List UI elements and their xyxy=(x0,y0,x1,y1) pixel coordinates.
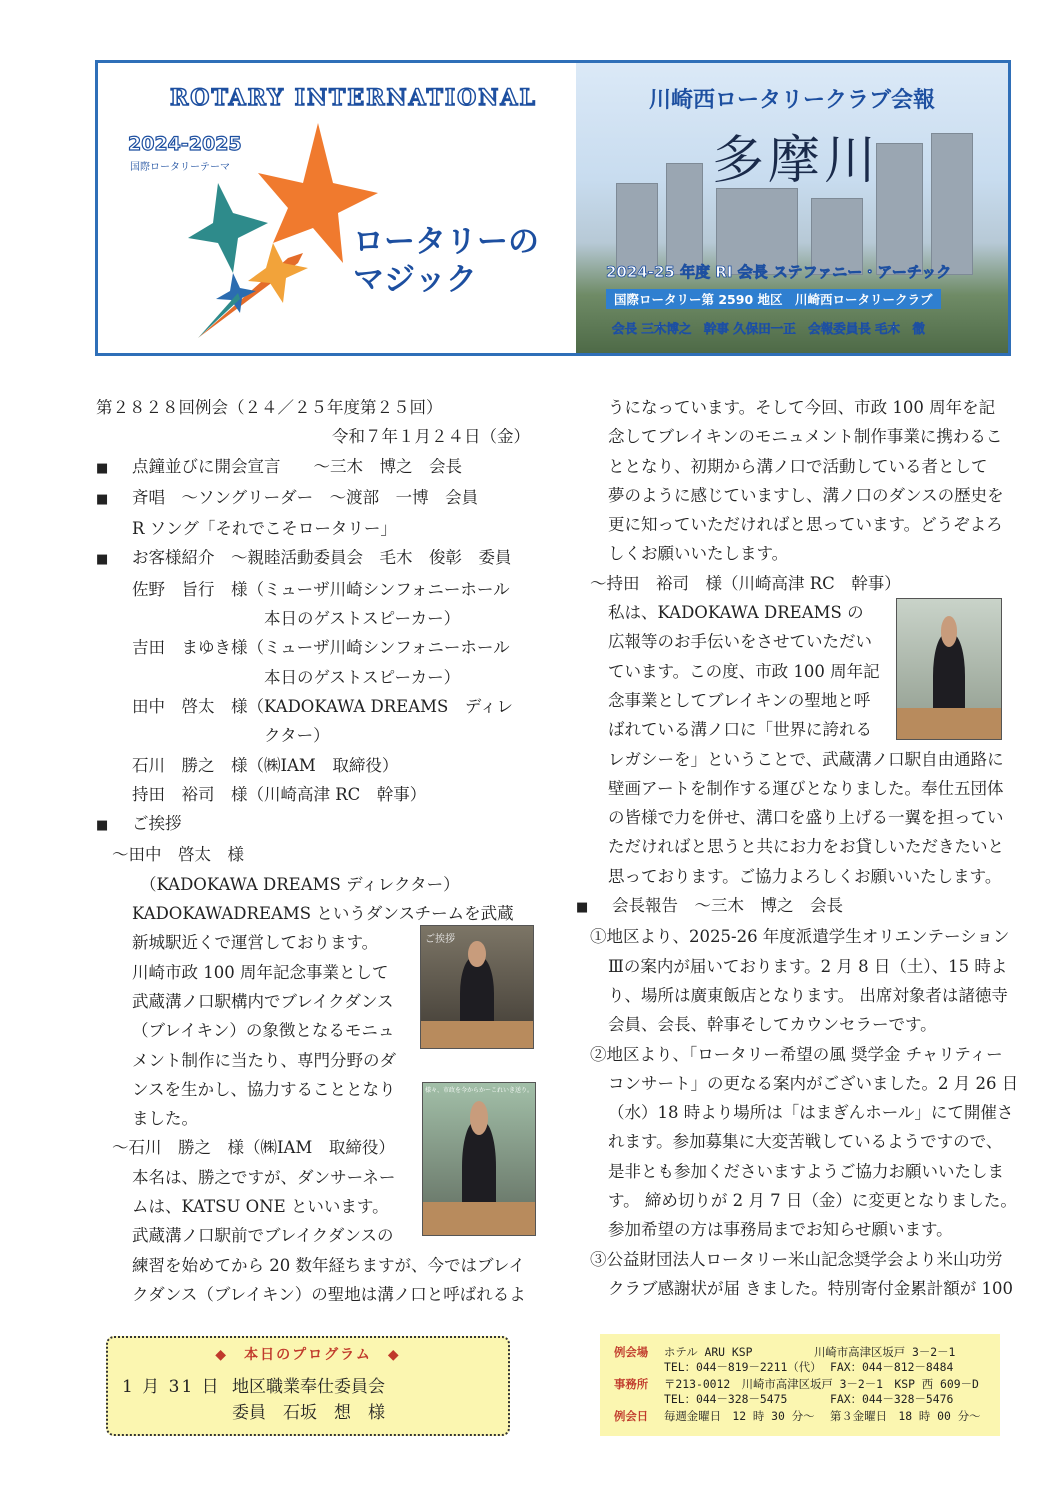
guest-line: 本日のゲストスピーカー） xyxy=(264,609,461,629)
photo-sign: ご挨拶 xyxy=(425,934,455,945)
guest-line: 田中 啓太 様（KADOKAWA DREAMS ディレ xyxy=(132,696,514,716)
body-line: （ブレイキン）の象徴となるモニュ xyxy=(132,1021,395,1041)
speaker-title: （KADOKAWA DREAMS ディレクター） xyxy=(140,874,460,894)
venue-address: 川崎市高津区坂戸 3－2－1 xyxy=(814,1345,956,1359)
office-address: 〒213-0012 川崎市高津区坂戸 3－2－1 KSP 西 609－D xyxy=(664,1377,979,1391)
venue-tel: TEL：044－819－2211（代） xyxy=(664,1360,822,1374)
meeting-day-third-friday: 第３金曜日 18 時 00 分～ xyxy=(830,1409,981,1423)
program-title: ◆ 本日のプログラム ◆ xyxy=(215,1347,401,1363)
speaker-photo-mochida xyxy=(896,598,1002,740)
speaker-name: ～田中 啓太 様 xyxy=(112,845,244,865)
guest-line: 持田 裕司 様（川崎高津 RC 幹事） xyxy=(132,784,427,804)
guest-line: 佐野 旨行 様（ミューザ川崎シンフォニーホール xyxy=(132,579,510,599)
report-line: Ⅲの案内が届いております。2 月 8 日（土）、15 時よ xyxy=(608,956,1008,976)
body-line: 更に知っていただければと思っています。どうぞよろ xyxy=(608,515,1003,535)
guest-line: 本日のゲストスピーカー） xyxy=(264,667,461,687)
body-line: レガシーを」ということで、武蔵溝ノ口駅自由通路に xyxy=(608,749,1004,769)
body-line: ととなり、初期から溝ノ口で活動している者として xyxy=(608,456,988,476)
venue-label: 例会場 xyxy=(614,1345,649,1359)
theme-title-line2: マジック xyxy=(353,262,477,298)
report-line: クラブ感謝状が届 きました。特別寄付金累計額が 100 xyxy=(608,1278,1013,1298)
program-speaker-name: 委員 石坂 想 様 xyxy=(232,1403,385,1423)
report-line: 参加希望の方は事務局までお知らせ願います。 xyxy=(608,1220,953,1240)
body-line: ばれている溝ノ口に「世界に誇れる xyxy=(608,720,872,740)
meeting-day-label: 例会日 xyxy=(614,1409,649,1423)
program-speaker-org: 地区職業奉仕委員会 xyxy=(232,1377,385,1397)
guest-line: 石川 勝之 様（㈱IAM 取締役） xyxy=(132,755,399,775)
greeting-item: ■ ご挨拶 xyxy=(96,809,546,840)
header-banner xyxy=(95,60,1011,356)
body-line: 新城駅近くで運営しております。 xyxy=(132,933,379,953)
report-line: ②地区より、「ロータリー希望の風 奨学金 チャリティー xyxy=(590,1044,1003,1064)
opening-item: ■ 点鐘並びに開会宣言 ～三木 博之 会長 xyxy=(96,452,546,483)
district-line: 国際ロータリー第 2590 地区 川崎西ロータリークラブ xyxy=(606,289,941,309)
body-line: ンスを生かし、協力することとなり xyxy=(132,1079,396,1099)
body-line: 川崎市政 100 周年記念事業として xyxy=(132,962,389,982)
office-fax: FAX：044－328－5476 xyxy=(830,1392,954,1406)
body-line: うになっています。そして今回、市政 100 周年を記 xyxy=(608,398,996,417)
speaker-name: ～石川 勝之 様（㈱IAM 取締役） xyxy=(112,1138,395,1158)
speaker-photo-tanaka xyxy=(420,925,534,1049)
club-info-box xyxy=(600,1334,1000,1436)
theme-year: 2024-2025 xyxy=(128,133,242,155)
body-line: クダンス（ブレイキン）の聖地は溝ノ口と呼ばれるよ xyxy=(132,1284,526,1304)
body-line: 本名は、勝之ですが、ダンサーネー xyxy=(132,1167,396,1187)
president-report-item: ■ 会長報告 ～三木 博之 会長 xyxy=(576,891,1016,922)
right-column xyxy=(576,393,1019,1303)
guest-intro-item: ■ お客様紹介 ～親睦活動委員会 毛木 俊彰 委員 xyxy=(96,543,546,574)
report-line: コンサート」の更なる案内がございました。2 月 26 日 xyxy=(608,1073,1019,1093)
theme-panel xyxy=(98,63,576,353)
report-line: り、場所は廣東飯店となります。 出席対象者は諸徳寺 xyxy=(608,985,1008,1005)
body-line: 念事業としてブレイキンの聖地と呼 xyxy=(608,690,871,710)
body-line: ました。 xyxy=(132,1109,198,1129)
meeting-date: 令和７年１月２４日（金） xyxy=(332,427,530,447)
song-item: ■ 斉唱 ～ソングリーダー ～渡部 一博 会員 xyxy=(96,483,546,514)
body-line: しくお願いいたします。 xyxy=(608,544,789,564)
body-line: ただければと思うと共にお力をお貸しいただきたいと xyxy=(608,837,1004,857)
body-line: の皆様で力を併せ、溝口を盛り上げる一翼を担ってい xyxy=(608,808,1004,828)
body-line: KADOKAWADREAMS というダンスチームを武蔵 xyxy=(132,904,514,924)
rotary-international-wordmark: ROTARY INTERNATIONAL xyxy=(170,85,537,111)
club-newsletter-title: 川崎西ロータリークラブ会報 xyxy=(648,88,935,113)
venue-name: ホテル ARU KSP xyxy=(664,1345,753,1359)
speaker-photo-ishikawa xyxy=(422,1082,536,1236)
today-program-box xyxy=(106,1336,510,1436)
rotary-song: R ソング「それでこそロータリー」 xyxy=(132,519,397,539)
theme-title xyxy=(353,223,553,299)
venue-fax: FAX：044－812－8484 xyxy=(830,1360,954,1374)
report-line: 是非とも参加くださいますようご協力お願いいたしま xyxy=(608,1161,1004,1181)
newsletter-name: 多摩川 xyxy=(711,131,880,191)
body-line: 夢のように感じていますし、溝ノ口のダンスの歴史を xyxy=(608,485,1004,505)
theme-title-line1: ロータリーの xyxy=(353,224,539,260)
ri-president-line: 2024-25 年度 RI 会長 ステファニー・アーチック xyxy=(606,263,952,281)
body-line: 思っております。ご協力よろしくお願いいたします。 xyxy=(608,866,1002,886)
photo-banner-text: 様々、市政を今からかーこれいき送り。 xyxy=(425,1087,534,1094)
meeting-number: 第２８２８回例会（２４／２５年度第２５回） xyxy=(96,398,443,417)
body-line: ムは、KATSU ONE といいます。 xyxy=(132,1197,389,1217)
body-line: ています。この度、市政 100 周年記 xyxy=(608,661,880,681)
report-line: （水）18 時より場所は「はまぎんホール」にて開催さ xyxy=(608,1103,1014,1123)
body-line: 念してブレイキンのモニュメント制作事業に携わるこ xyxy=(608,427,1003,447)
office-label: 事務所 xyxy=(614,1377,649,1391)
guest-line: クター） xyxy=(264,726,330,746)
guest-line: 吉田 まゆき様（ミューザ川崎シンフォニーホール xyxy=(132,638,510,658)
report-line: れます。参加募集に大変苦戦しているようですので、 xyxy=(608,1132,1003,1152)
body-line: 私は、KADOKAWA DREAMS の xyxy=(608,603,864,623)
report-line: 会員、会長、幹事そしてカウンセラーです。 xyxy=(608,1015,937,1035)
body-line: 武蔵溝ノ口駅前でブレイクダンスの xyxy=(132,1226,394,1246)
body-line: メント制作に当たり、専門分野のダ xyxy=(132,1050,396,1070)
report-line: す。 締め切りが 2 月 7 日（金）に変更となりました。 xyxy=(608,1191,1017,1211)
program-date: 1 月 31 日 xyxy=(122,1377,221,1397)
body-line: 武蔵溝ノ口駅構内でブレイクダンス xyxy=(132,991,394,1011)
meeting-day-weekly: 毎週金曜日 12 時 30 分～ xyxy=(664,1409,815,1423)
report-line: ①地区より、2025-26 年度派遣学生オリエンテーション xyxy=(590,927,1010,947)
body-line: 壁画アートを制作する運びとなりました。奉仕五団体 xyxy=(608,778,1004,798)
report-line: ③公益財団法人ロータリー米山記念奨学会より米山功労 xyxy=(590,1249,1003,1269)
theme-caption: 国際ロータリーテーマ xyxy=(130,162,230,173)
body-line: 広報等のお手伝いをさせていただい xyxy=(608,632,872,652)
office-tel: TEL：044－328－5475 xyxy=(664,1392,788,1406)
cityscape-panel xyxy=(576,63,1008,353)
body-line: 練習を始めてから 20 数年経ちますが、今ではブレイ xyxy=(132,1255,526,1275)
club-officers-line: 会長 三木博之 幹事 久保田一正 会報委員長 毛木 徹 xyxy=(612,321,926,336)
speaker-name: ～持田 裕司 様（川崎高津 RC 幹事） xyxy=(590,573,901,593)
